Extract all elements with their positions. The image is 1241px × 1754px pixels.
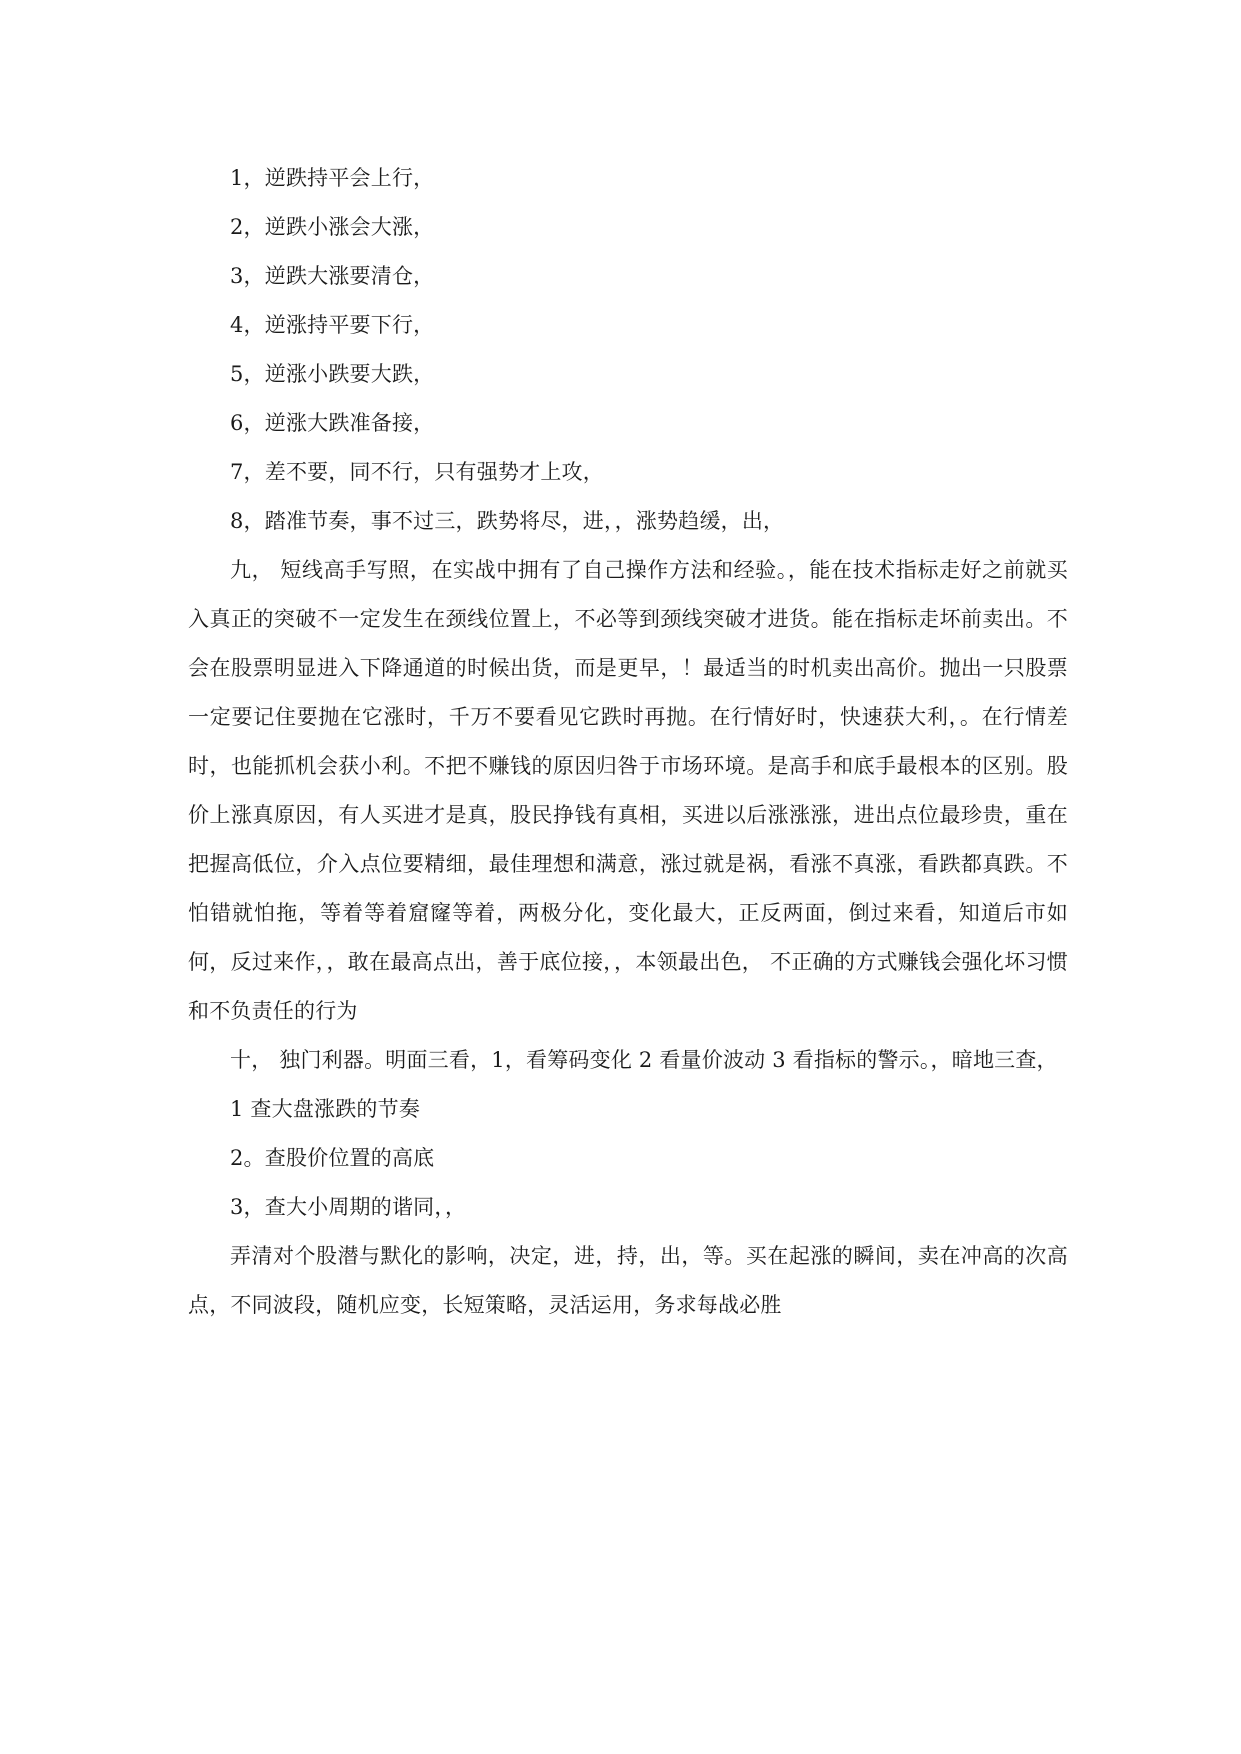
rule-item-4: 4，逆涨持平要下行， [230, 313, 435, 337]
rule-item-2: 2，逆跌小涨会大涨， [230, 215, 435, 239]
check-item-3: 3，查大小周期的谐同，， [230, 1195, 467, 1219]
rule-item-6: 6，逆涨大跌准备接， [230, 411, 435, 435]
check-item-1: 1 查大盘涨跌的节奏 [230, 1097, 421, 1121]
rule-item-1: 1，逆跌持平会上行， [230, 166, 435, 190]
document-body [188, 154, 1068, 1330]
conclusion-paragraph: 弄清对个股潜与默化的影响，决定，进，持，出，等。买在起涨的瞬间，卖在冲高的次高点，不同波段，随机应变，长短策略，灵活运用，务求每战必胜 [188, 1244, 1068, 1317]
rule-item-8: 8，踏准节奏，事不过三，跌势将尽，进，，涨势趋缓，出， [230, 509, 785, 533]
check-item-2: 2。查股价位置的高底 [230, 1146, 435, 1170]
rule-item-3: 3，逆跌大涨要清仓， [230, 264, 435, 288]
section-10-heading: 十， 独门利器。明面三看，1，看筹码变化 2 看量价波动 3 看指标的警示。，暗地三查， [230, 1048, 1058, 1072]
rule-item-7: 7，差不要，同不行，只有强势才上攻， [230, 460, 604, 484]
rule-item-5: 5，逆涨小跌要大跌， [230, 362, 435, 386]
section-9-paragraph: 九， 短线高手写照，在实战中拥有了自己操作方法和经验。，能在技术指标走好之前就买入真正的突破不一定发生在颈线位置上，不必等到颈线突破才进货。能在指标走坏前卖出。不会在股票明显进入下降通道的时候出货，而是更早，！最适当的时机卖出高价。抛出一只股票一定要记住要抛在它涨时，千万不要看见它跌时再抛。在行情好时，快速获大利，。在行情差时，也能抓机会获小利。不把不赚钱的原因归咎于市场环境。是高手和底手最根本的区别。股价上涨真原因，有人买进才是真，股民挣钱有真相，买进以后涨涨涨，进出点位最珍贵，重在把握高低位，介入点位要精细，最佳理想和满意，涨过就是祸，看涨不真涨，看跌都真跌。不怕错就怕拖，等着等着窟窿等着，两极分化，变化最大，正反两面，倒过来看，知道后市如何，反过来作，，敢在最高点出，善于底位接，，本领最出色， 不正确的方式赚钱会强化坏习惯和不负责任的行为 [188, 558, 1068, 1023]
